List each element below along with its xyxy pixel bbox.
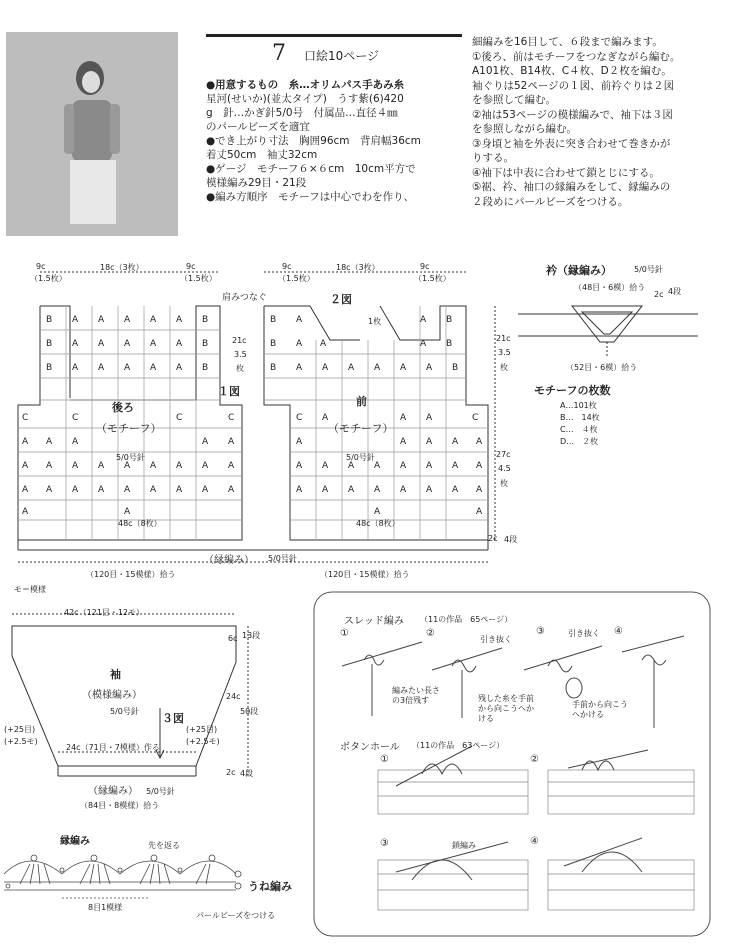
svg-text:A: A [452,461,459,471]
thread-ref: （11の作品 65ページ） [420,615,513,624]
svg-text:B: B [202,363,209,373]
svg-text:A: A [150,339,157,349]
materials-line: のパールビーズを適宜 [206,121,310,133]
sleeve-title: 袖 [110,668,121,681]
svg-text:B: B [446,315,453,325]
svg-text:A: A [374,507,381,517]
svg-text:A: A [420,339,427,349]
motif-count-title: モチーフの枚数 [534,384,611,397]
svg-text:B: B [446,339,453,349]
svg-text:B: B [46,315,53,325]
sleeve-dim-1: 6c [228,634,238,643]
hem-label: （縁編み） [204,555,254,566]
svg-text:A: A [46,485,53,495]
collar-side-sub: 4段 [668,287,682,296]
right-armhole-sub: 3.5 [498,348,511,357]
instruction-line: ②袖は53ページの模様編みで、袖下は３図 [472,108,673,121]
svg-text:A: A [228,461,235,471]
front-width: 48c（8枚） [356,519,400,528]
armhole-dim: 21c [232,336,247,345]
top-sub-4: （1.5枚） [414,274,451,283]
sleeve-dim-3: 2c [226,768,236,777]
model-photo [6,32,178,236]
figure-2-label: ２図 [330,293,352,306]
svg-text:A: A [176,461,183,471]
svg-text:A: A [296,485,303,495]
thread-pull-note-2: 引き抜く [568,629,600,638]
svg-text:A: A [426,413,433,423]
svg-text:A: A [348,363,355,373]
wave-stitch-label: うね編み [248,880,292,893]
top-dim-3: 9c [186,262,196,271]
collar-pick-top: （48目・6模）拾う [574,283,646,292]
instruction-line: ④袖下は中表に合わせて鎖とじにする。 [472,166,660,179]
bead-note: パールビーズをつける [196,911,276,920]
materials-line: ●編み方順序 モチーフは中心でわを作り、 [206,191,415,203]
svg-text:A: A [98,315,105,325]
neck-drop-label: 1枚 [368,317,382,326]
svg-text:A: A [98,485,105,495]
back-width: 48c（8枚） [118,519,162,528]
hem-count-back: （120目・15模様）拾う [86,570,176,579]
svg-text:A: A [150,461,157,471]
svg-text:A: A [400,461,407,471]
thread-step-2: ② [426,628,435,639]
svg-text:A: A [296,461,303,471]
svg-text:C: C [472,413,479,423]
materials-line: ●用意するもの 糸…オリムパス手あみ糸 [206,79,405,91]
svg-text:B: B [46,363,53,373]
svg-text:A: A [176,485,183,495]
svg-text:A: A [22,507,29,517]
sleeve-dim-3-sub: 4段 [240,769,254,778]
sleeve-dim-2-sub: 50段 [240,707,259,716]
svg-text:A: A [98,461,105,471]
chain-note: 鎖編み [452,841,476,850]
figure-3-label: ３図 [162,712,184,725]
instruction-line: A101枚、B14枚、C４枚、D２枚を編む。 [472,65,672,77]
shoulder-note: 肩みつなぐ [222,293,267,303]
svg-text:A: A [374,461,381,471]
svg-text:A: A [296,315,303,325]
svg-text:A: A [374,485,381,495]
svg-text:C: C [228,413,235,423]
svg-text:A: A [22,485,29,495]
collar-title: 衿（縁編み） [546,264,612,277]
svg-text:A: A [22,461,29,471]
svg-text:A: A [98,339,105,349]
svg-text:A: A [72,315,79,325]
top-sub-2: （1.5枚） [180,274,217,283]
materials-line: ●ゲージ モチーフ６×６cm 10cm平方で [206,163,416,175]
armhole-sub: 3.5 [234,350,247,359]
front-hook-label: 5/0号針 [346,453,375,462]
pattern-title [206,34,462,65]
buttonhole-ref: （11の作品 63ページ） [412,741,505,750]
svg-text:A: A [400,363,407,373]
svg-text:A: A [22,437,29,447]
sleeve-inc-left-2: (+2.5モ) [4,737,38,746]
svg-text:A: A [176,315,183,325]
svg-text:A: A [72,461,79,471]
svg-text:B: B [202,315,209,325]
buttonhole-step-2: ② [530,754,539,765]
thread-pull-note: 引き抜く [480,635,512,644]
sleeve-pattern: （模様編み） [82,690,142,701]
svg-text:A: A [320,339,327,349]
svg-text:A: A [176,339,183,349]
collar-side-dim: 2c [654,290,664,299]
top-sub-1: （1.5枚） [30,274,67,283]
buttonhole-step-4: ④ [530,836,539,847]
svg-text:A: A [124,315,131,325]
svg-text:A: A [296,437,303,447]
motif-count-row: D… ２枚 [560,437,599,446]
svg-text:A: A [176,363,183,373]
svg-text:A: A [400,485,407,495]
svg-text:A: A [228,437,235,447]
svg-text:A: A [476,461,483,471]
svg-text:A: A [420,315,427,325]
svg-text:A: A [476,437,483,447]
sleeve-dim-2: 24c [226,692,241,701]
materials-line: g 針…かぎ針5/0号 付属品…直径４㎜ [206,107,398,119]
svg-text:C: C [72,413,79,423]
grid-motif-letters [22,315,483,517]
svg-text:B: B [46,339,53,349]
svg-text:A: A [322,413,329,423]
svg-text:A: A [374,363,381,373]
edging-repeat: 8目1模様 [88,903,123,912]
materials-line: 着丈50cm 袖丈32cm [206,149,318,161]
svg-text:A: A [202,485,209,495]
svg-text:A: A [150,363,157,373]
buttonhole-step-3: ③ [380,838,389,849]
sleeve-inc-right: (+25目) [186,725,218,734]
instruction-line: ①後ろ、前はモチーフをつなぎながら編む。 [472,50,681,63]
thread-note-2: 残した糸を手前から向こうへかける [478,694,534,723]
svg-text:B: B [270,363,277,373]
materials-block [206,78,421,204]
hem-dim: 2c [488,534,498,543]
instruction-line: りする。 [472,152,514,164]
front-motif-label: （モチーフ） [328,422,394,435]
svg-text:A: A [476,485,483,495]
svg-text:A: A [202,461,209,471]
thread-step-4: ④ [614,626,623,637]
svg-text:A: A [452,437,459,447]
svg-text:A: A [150,485,157,495]
right-armhole-unit: 枚 [500,363,508,372]
top-dim-2: 18c（3枚） [100,263,144,272]
thread-note-1: 編みたい長さの3倍残す [392,686,440,705]
instructions-block [472,35,680,209]
materials-line: ●でき上がり寸法 胸囲96cm 背肩幅36cm [206,135,421,147]
svg-text:A: A [124,507,131,517]
svg-text:A: A [124,485,131,495]
hem-sub: 4段 [504,535,518,544]
svg-text:A: A [476,507,483,517]
svg-text:A: A [452,485,459,495]
instruction-line: 細編みを16目して、６段まで編みます。 [472,36,663,48]
back-motif-label: （モチーフ） [96,422,162,435]
svg-text:A: A [124,461,131,471]
body-sub: 4.5 [498,464,511,473]
top-dim-5: 18c（3枚） [336,263,380,272]
svg-text:A: A [426,485,433,495]
svg-text:A: A [150,315,157,325]
instruction-line: ③身頃と袖を外表に突き合わせて巻きかが [472,137,671,150]
instruction-line: ２段めにパールビーズをつける。 [472,195,629,208]
collar-hook: 5/0号針 [634,265,663,274]
motif-count-list [560,400,600,448]
svg-text:A: A [426,437,433,447]
sleeve-edge-label: （縁編み） [88,786,138,797]
sleeve-edge-hook: 5/0号針 [146,787,175,796]
sleeve-inc-right-2: (+2.5モ) [186,737,220,746]
svg-text:A: A [322,461,329,471]
sleeve-edge-pick: （84目・8模様）拾う [80,801,160,810]
sleeve-hook: 5/0号針 [110,707,139,716]
svg-text:C: C [296,413,303,423]
top-dim-4: 9c [282,262,292,271]
instruction-line: を参照して編む。 [472,94,556,106]
top-dim-6: 9c [420,262,430,271]
sleeve-cuff-count: 24c（71目・7模様）作る [66,743,160,752]
instruction-line: 袖ぐりは52ページの１図、前衿ぐりは２図 [472,79,675,92]
svg-text:A: A [322,485,329,495]
svg-text:A: A [124,339,131,349]
thread-note-3: 手前から向こうへかける [572,700,628,719]
svg-text:A: A [426,461,433,471]
edging-loop-note: 先を返る [148,841,180,850]
page-reference: 口絵10ページ [304,49,380,63]
top-sub-3: （1.5枚） [278,274,315,283]
svg-text:A: A [400,437,407,447]
svg-text:A: A [46,437,53,447]
sleeve-inc-left: (+25目) [4,725,36,734]
svg-text:A: A [296,363,303,373]
edging-title: 縁編み [60,836,90,847]
svg-text:A: A [72,437,79,447]
pattern-legend: モ＝模様 [14,585,46,594]
model-figure-illustration [54,56,126,224]
svg-text:B: B [270,315,277,325]
svg-text:A: A [296,339,303,349]
instruction-line: ⑤裾、衿、袖口の縁編みをして、縁編みの [472,181,671,193]
thread-step-3: ③ [536,626,545,637]
svg-text:A: A [72,339,79,349]
materials-line: 星河(せいか)(並太タイプ) うす紫(6)420 [206,93,404,105]
svg-text:A: A [348,485,355,495]
svg-text:A: A [72,363,79,373]
body-unit: 枚 [500,479,508,488]
svg-text:A: A [98,363,105,373]
motif-count-row: C… ４枚 [560,425,598,434]
pattern-number: 7 [272,41,286,66]
svg-text:A: A [202,437,209,447]
svg-text:C: C [176,413,183,423]
motif-count-row: B… 14枚 [560,413,600,422]
right-armhole-dim: 21c [496,334,511,343]
svg-text:A: A [348,461,355,471]
front-label: 前 [356,395,367,408]
svg-text:A: A [322,363,329,373]
svg-text:A: A [46,461,53,471]
armhole-unit: 枚 [236,364,244,373]
hem-hook: 5/0号針 [268,554,297,563]
svg-text:B: B [452,363,459,373]
motif-count-row: A…101枚 [560,401,597,410]
svg-text:B: B [202,339,209,349]
techniques-panel [312,590,712,940]
buttonhole-title: ボタンホール [340,742,400,753]
materials-line: 模様編み29目・21段 [206,177,307,189]
svg-text:A: A [124,363,131,373]
svg-text:A: A [400,413,407,423]
sleeve-dim-1-sub: 13段 [242,631,261,640]
back-label: 後ろ [112,401,134,414]
body-dim: 27c [496,450,511,459]
buttonhole-step-1: ① [380,754,389,765]
instruction-line: を参照しながら編む。 [472,123,577,135]
hem-count-front: （120目・15模様）拾う [320,570,410,579]
svg-text:A: A [426,363,433,373]
back-hook-label: 5/0号針 [116,453,145,462]
sleeve-top-dim: 42c（121目・12モ） [64,608,145,617]
figure-1-label: １図 [218,385,240,398]
top-dim-1: 9c [36,262,46,271]
thread-step-1: ① [340,628,349,639]
svg-text:C: C [22,413,29,423]
collar-pick-bottom: （52目・6模）拾う [566,363,638,372]
svg-text:B: B [270,339,277,349]
thread-title: スレッド編み [344,616,404,627]
svg-text:A: A [228,485,235,495]
svg-text:A: A [72,485,79,495]
